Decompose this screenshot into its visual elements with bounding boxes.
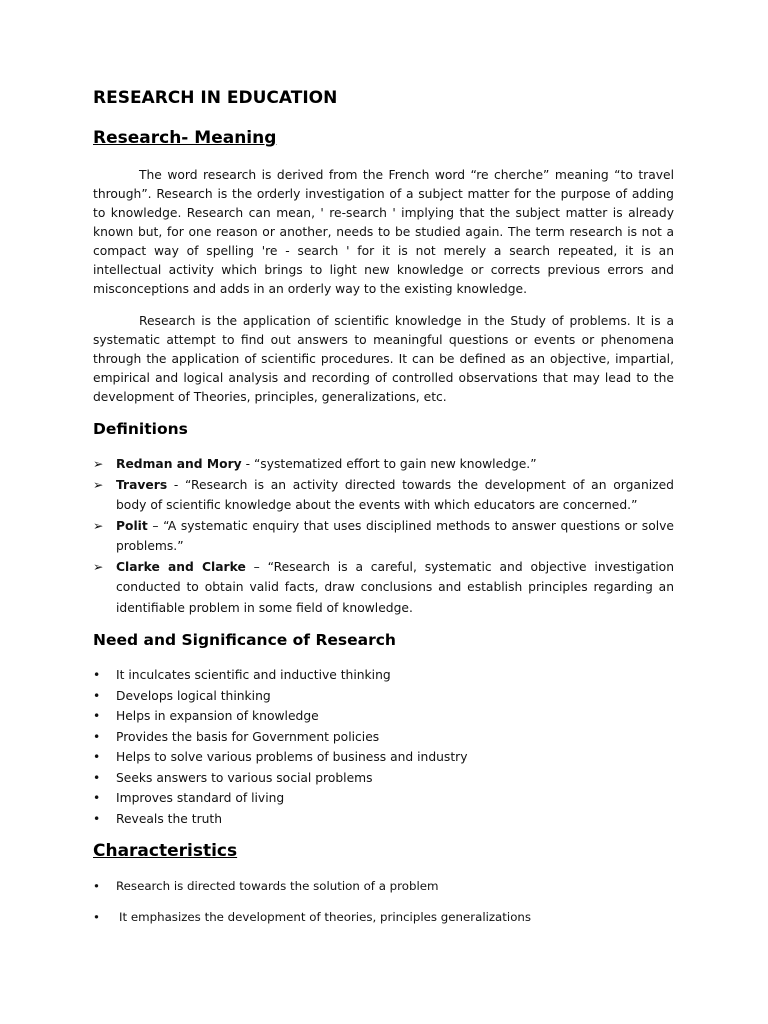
bullet-icon: • [93, 910, 100, 924]
arrow-bullet-icon: ➢ [93, 457, 104, 471]
definitions-heading: Definitions [93, 420, 188, 438]
meaning-paragraph-2 [93, 312, 674, 407]
document-title: RESEARCH IN EDUCATION [93, 88, 338, 108]
bullet-icon: • [93, 668, 101, 682]
bullet-icon: • [93, 811, 101, 826]
need-item: • Provides the basis for Government policies [93, 727, 674, 748]
definition-text: “Research is an activity directed towards the development of an organized body of scientific knowledge about the events with which educators are concerned.” [116, 477, 674, 512]
bullet-icon: • [93, 770, 101, 785]
definition-author: Redman and Mory [116, 457, 242, 471]
bullet-icon: • [93, 729, 101, 744]
meaning-paragraph-1-text: The word research is derived from the French word “re cherche” meaning “to travel through”. Research is the orderly investigation of a subject matter for the purpose of adding to knowledge. Research can mean, ' re-search ' implying that the subject matter is already known but, for one reason or another, needs to be studied again. The term research is not a compact way of spelling 're - search ' for it is not merely a search repeated, it is an intellectual activity which brings to light new knowledge or corrects previous errors and misconceptions and adds in an orderly way to the existing knowledge. [93, 168, 674, 296]
definition-author: Clarke and Clarke [116, 559, 246, 574]
need-item: • Helps to solve various problems of business and industry [93, 747, 674, 768]
definition-author: Travers [116, 477, 168, 492]
characteristic-item: • Research is directed towards the solution of a problem [93, 879, 439, 893]
bullet-icon: • [93, 879, 100, 893]
definition-item: ➢ Travers - “Research is an activity directed towards the development of an organized body of scientific knowledge about the events with which educators are concerned.” [93, 475, 674, 516]
definition-item: ➢ Redman and Mory - “systematized effort to gain new knowledge.” [93, 454, 674, 475]
arrow-bullet-icon: ➢ [93, 518, 104, 533]
characteristics-list-continued [93, 908, 677, 926]
definition-author: Polit [116, 518, 148, 533]
need-heading: Need and Significance of Research [93, 631, 396, 649]
meaning-paragraph-2-text: Research is the application of scientific knowledge in the Study of problems. It is a systematic attempt to find out answers to meaningful questions or events or phenomena through the application of scientific procedures. It can be defined as an objective, impartial, empirical and logical analysis and recording of controlled observations that may lead to the development of Theories, principles, generalizations, etc. [93, 314, 674, 404]
bullet-icon: • [93, 750, 101, 764]
arrow-bullet-icon: ➢ [93, 559, 104, 574]
need-item: • Helps in expansion of knowledge [93, 706, 674, 727]
arrow-bullet-icon: ➢ [93, 477, 104, 492]
bullet-icon: • [93, 791, 101, 805]
need-list [93, 665, 674, 829]
need-item: • Seeks answers to various social problems [93, 768, 674, 789]
need-item: • Improves standard of living [93, 788, 674, 809]
need-item: • It inculcates scientific and inductive thinking [93, 665, 674, 686]
characteristics-heading: Characteristics [93, 841, 238, 861]
need-item: • Reveals the truth [93, 809, 674, 830]
bullet-icon: • [93, 709, 101, 723]
definitions-list [93, 454, 674, 618]
definition-text: “Research is a careful, systematic and objective investigation conducted to obtain valid facts, draw conclusions and establish principles regarding an identifiable problem in some field of knowledge. [116, 559, 675, 615]
meaning-heading: Research- Meaning [93, 128, 277, 148]
need-item: • Develops logical thinking [93, 686, 674, 707]
definition-text: “A systematic enquiry that uses disciplined methods to answer questions or solve problems.” [116, 518, 674, 553]
characteristics-list [93, 877, 674, 895]
definition-item: ➢ Polit – “A systematic enquiry that uses disciplined methods to answer questions or solve problems.” [93, 516, 674, 557]
meaning-paragraph-1 [93, 166, 674, 299]
bullet-icon: • [93, 688, 101, 703]
characteristic-item: • It emphasizes the development of theories, principles generalizations [93, 910, 532, 924]
definition-text: “systematized effort to gain new knowledge.” [253, 457, 537, 471]
definition-item: ➢ Clarke and Clarke – “Research is a careful, systematic and objective investigation conducted to obtain valid facts, draw conclusions and establish principles regarding an identifiable problem in some field of knowledge. [93, 557, 674, 619]
